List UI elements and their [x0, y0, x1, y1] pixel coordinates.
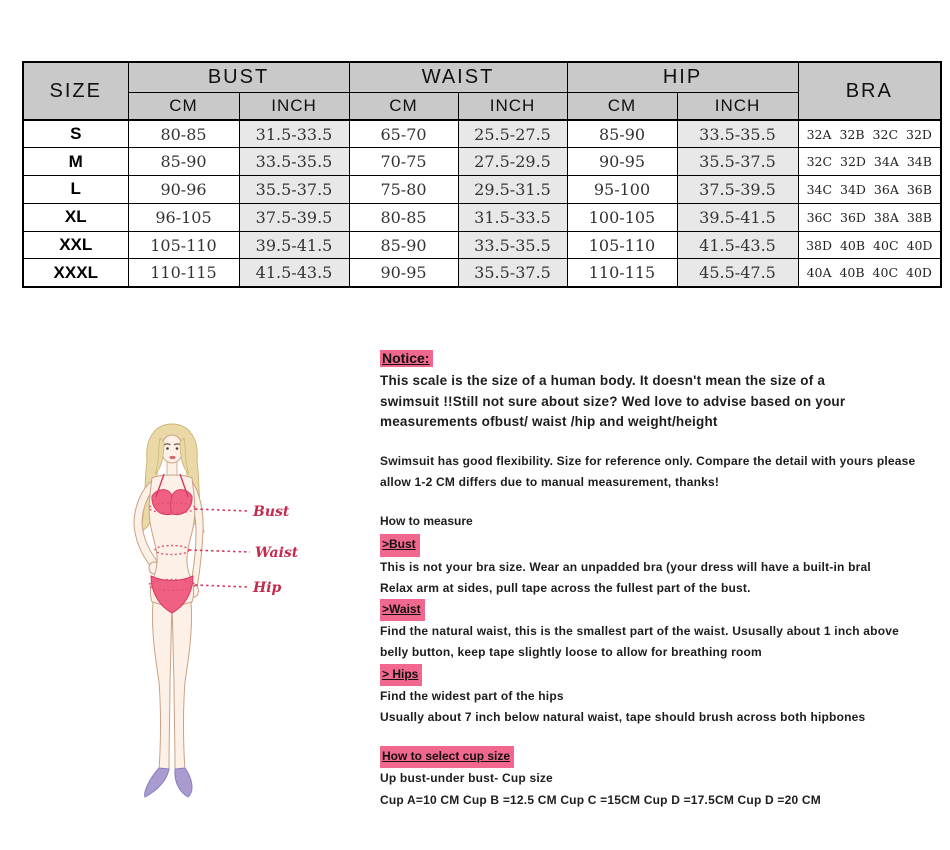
measurement-figure: [100, 418, 390, 823]
waist-inch-value: 25.5-27.5: [458, 120, 567, 148]
left-shoe: [145, 768, 169, 797]
waist-instruction-line: belly button, keep tape slightly loose to allow for breathing room: [380, 645, 762, 660]
waist-inch-value: 33.5-35.5: [458, 231, 567, 259]
bust-cm-value: 90-96: [128, 176, 239, 204]
header-hip-inch: INCH: [677, 92, 798, 120]
waist-instruction-line: Find the natural waist, this is the smallest part of the waist. Ususally about 1 inch above: [380, 624, 899, 639]
bust-cm-value: 85-90: [128, 148, 239, 176]
header-hip: HIP: [567, 62, 798, 92]
cup-line: Cup A=10 CM Cup B =12.5 CM Cup C =15CM Cup D =17.5CM Cup D =20 CM: [380, 792, 821, 807]
waist-label: Waist: [255, 545, 299, 561]
bra-value: 36C 36D 38A 38B: [798, 203, 941, 231]
notice-line: measurements ofbust/ waist /hip and weight/height: [380, 414, 718, 430]
notice-section: [380, 350, 932, 367]
hip-inch-value: 33.5-35.5: [677, 120, 798, 148]
bust-instruction-line: This is not your bra size. Wear an unpadded bra (your dress will have a built-in bral: [380, 559, 871, 574]
bust-heading: >Bust: [380, 534, 420, 556]
table-row-l: [23, 176, 941, 204]
bra-value: 40A 40B 40C 40D: [798, 259, 941, 287]
hip-cm-value: 100-105: [567, 203, 677, 231]
hip-inch-value: 45.5-47.5: [677, 259, 798, 287]
bra-value: 34C 34D 36A 36B: [798, 176, 941, 204]
waist-cm-value: 85-90: [349, 231, 458, 259]
waist-heading: >Waist: [380, 599, 425, 621]
header-hip-cm: CM: [567, 92, 677, 120]
waist-inch-value: 29.5-31.5: [458, 176, 567, 204]
waist-cm-value: 90-95: [349, 259, 458, 287]
bra-value: 38D 40B 40C 40D: [798, 231, 941, 259]
flexibility-line: Swimsuit has good flexibility. Size for reference only. Compare the detail with yours please: [380, 453, 916, 468]
table-row-xxxl: [23, 259, 941, 287]
hip-inch-value: 41.5-43.5: [677, 231, 798, 259]
size-chart-table: [22, 61, 942, 288]
waist-cm-value: 75-80: [349, 176, 458, 204]
size-value: XL: [23, 203, 128, 231]
waist-cm-value: 80-85: [349, 203, 458, 231]
size-value: XXL: [23, 231, 128, 259]
cup-line: Up bust-under bust- Cup size: [380, 771, 553, 786]
table-row-xl: [23, 203, 941, 231]
notice-line: swimsuit !!Still not sure about size? Wed love to advise based on your: [380, 393, 846, 409]
table-row-xxl: [23, 231, 941, 259]
table-group-header-row: [23, 62, 941, 92]
left-eye: [166, 447, 169, 450]
waist-inch-value: 35.5-37.5: [458, 259, 567, 287]
croquis-sketch-illustration: [100, 418, 390, 823]
how-to-measure-section: [380, 511, 932, 728]
flexibility-line: allow 1-2 CM differs due to manual measurement, thanks!: [380, 474, 720, 489]
waist-cm-value: 65-70: [349, 120, 458, 148]
right-leg: [172, 602, 192, 770]
size-value: XXXL: [23, 259, 128, 287]
notice-line: This scale is the size of a human body. It doesn't mean the size of a: [380, 373, 826, 388]
instructions-panel: [380, 350, 932, 811]
lips: [169, 456, 175, 459]
hip-cm-value: 105-110: [567, 231, 677, 259]
bust-inch-value: 33.5-35.5: [239, 148, 349, 176]
cup-size-section: [380, 746, 932, 811]
hip-cm-value: 85-90: [567, 120, 677, 148]
hip-label: Hip: [253, 580, 282, 596]
bra-value: 32A 32B 32C 32D: [798, 120, 941, 148]
notice-heading: Notice:: [380, 350, 433, 367]
right-eye: [176, 447, 179, 450]
header-bust-inch: INCH: [239, 92, 349, 120]
hips-instruction-line: Find the widest part of the hips: [380, 688, 564, 703]
header-bra: BRA: [798, 62, 941, 120]
neck: [167, 462, 177, 477]
bust-cm-value: 110-115: [128, 259, 239, 287]
bust-inch-value: 39.5-41.5: [239, 231, 349, 259]
header-waist: WAIST: [349, 62, 567, 92]
size-value: L: [23, 176, 128, 204]
size-value: M: [23, 148, 128, 176]
bust-cm-value: 96-105: [128, 203, 239, 231]
waist-inch-value: 27.5-29.5: [458, 148, 567, 176]
bust-instruction-line: Relax arm at sides, pull tape across the fullest part of the bust.: [380, 580, 751, 595]
bust-inch-value: 35.5-37.5: [239, 176, 349, 204]
header-bust-cm: CM: [128, 92, 239, 120]
hips-heading: > Hips: [380, 664, 422, 686]
waist-inch-value: 31.5-33.5: [458, 203, 567, 231]
bust-heading-row: [380, 534, 932, 556]
table-row-m: [23, 148, 941, 176]
hips-heading-row: [380, 664, 932, 686]
bust-inch-value: 37.5-39.5: [239, 203, 349, 231]
waist-cm-value: 70-75: [349, 148, 458, 176]
header-waist-cm: CM: [349, 92, 458, 120]
table-row-s: [23, 120, 941, 148]
header-waist-inch: INCH: [458, 92, 567, 120]
cup-heading-row: [380, 746, 932, 768]
bust-cm-value: 80-85: [128, 120, 239, 148]
bust-label: Bust: [253, 504, 290, 520]
hip-leader-line: [195, 585, 248, 587]
right-shoe: [175, 768, 192, 797]
left-leg: [152, 602, 172, 770]
cup-heading: How to select cup size: [380, 746, 514, 768]
bra-value: 32C 32D 34A 34B: [798, 148, 941, 176]
bust-inch-value: 41.5-43.5: [239, 259, 349, 287]
size-value: S: [23, 120, 128, 148]
hips-instruction-line: Usually about 7 inch below natural waist, tape should brush across both hipbones: [380, 710, 866, 725]
flexibility-section: [380, 451, 932, 493]
bust-cm-value: 105-110: [128, 231, 239, 259]
bust-leader-line: [195, 509, 248, 511]
waist-heading-row: [380, 599, 932, 621]
hip-inch-value: 35.5-37.5: [677, 148, 798, 176]
hip-cm-value: 95-100: [567, 176, 677, 204]
hip-cm-value: 110-115: [567, 259, 677, 287]
header-bust: BUST: [128, 62, 349, 92]
hip-inch-value: 39.5-41.5: [677, 203, 798, 231]
hip-inch-value: 37.5-39.5: [677, 176, 798, 204]
bust-inch-value: 31.5-33.5: [239, 120, 349, 148]
hip-cm-value: 90-95: [567, 148, 677, 176]
how-to-measure-heading: How to measure: [380, 514, 473, 529]
header-size: SIZE: [23, 62, 128, 120]
